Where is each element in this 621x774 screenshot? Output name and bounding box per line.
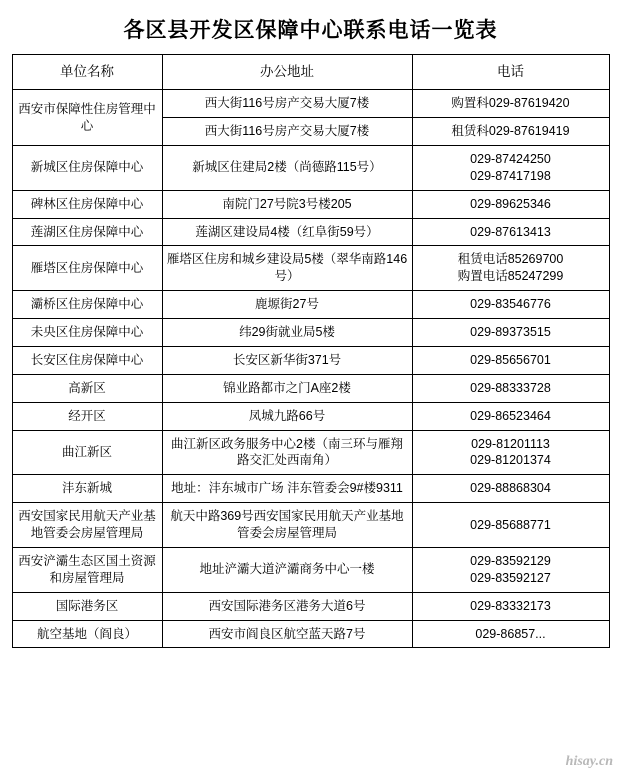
phone-cell: 029-83546776 (412, 291, 609, 319)
table-row (12, 218, 609, 246)
watermark-text: hisay.cn (565, 754, 613, 769)
phone-cell: 029-89373515 (412, 319, 609, 347)
unit-name-cell: 西安浐灞生态区国土资源和房屋管理局 (12, 547, 162, 592)
table-row (12, 246, 609, 291)
table-row (12, 547, 609, 592)
office-address-cell: 雁塔区住房和城乡建设局5楼（翠华南路146号） (162, 246, 412, 291)
table-row (12, 374, 609, 402)
watermark (566, 754, 613, 770)
phone-cell: 029-89625346 (412, 190, 609, 218)
phone-cell: 029-81201113 029-81201374 (412, 430, 609, 475)
table-row (12, 503, 609, 548)
column-header-2: 办公地址 (162, 55, 412, 90)
table-row (12, 346, 609, 374)
unit-name-cell: 莲湖区住房保障中心 (12, 218, 162, 246)
unit-name-cell: 碑林区住房保障中心 (12, 190, 162, 218)
unit-name-cell: 灞桥区住房保障中心 (12, 291, 162, 319)
office-address-cell: 西安市阎良区航空蓝天路7号 (162, 620, 412, 648)
unit-name-cell: 经开区 (12, 402, 162, 430)
column-header-3: 电话 (412, 55, 609, 90)
unit-name-cell: 未央区住房保障中心 (12, 319, 162, 347)
page-title: 各区县开发区保障中心联系电话一览表 (123, 18, 498, 42)
unit-name-cell: 曲江新区 (12, 430, 162, 475)
office-address-cell: 西安国际港务区港务大道6号 (162, 592, 412, 620)
table-row (12, 430, 609, 475)
office-address-cell: 莲湖区建设局4楼（红阜街59号） (162, 218, 412, 246)
office-address-cell: 凤城九路66号 (162, 402, 412, 430)
unit-name-cell: 国际港务区 (12, 592, 162, 620)
table-header-row (12, 55, 609, 90)
contact-table (12, 54, 610, 648)
office-address-cell: 地址浐灞大道浐灞商务中心一楼 (162, 547, 412, 592)
unit-name-cell: 沣东新城 (12, 475, 162, 503)
unit-name-cell: 西安市保障性住房管理中心 (12, 90, 162, 146)
office-address-cell: 鹿塬街27号 (162, 291, 412, 319)
table-row (12, 319, 609, 347)
phone-cell: 029-87424250 029-87417198 (412, 145, 609, 190)
unit-name-cell: 航空基地（阎良） (12, 620, 162, 648)
phone-cell: 029-85656701 (412, 346, 609, 374)
phone-cell: 租赁科029-87619419 (412, 118, 609, 146)
phone-cell: 029-88868304 (412, 475, 609, 503)
phone-cell: 029-85688771 (412, 503, 609, 548)
phone-cell: 租赁电话85269700 购置电话85247299 (412, 246, 609, 291)
office-address-cell: 锦业路都市之门A座2楼 (162, 374, 412, 402)
phone-cell: 029-88333728 (412, 374, 609, 402)
phone-cell: 029-86523464 (412, 402, 609, 430)
unit-name-cell: 西安国家民用航天产业基地管委会房屋管理局 (12, 503, 162, 548)
table-row (12, 592, 609, 620)
office-address-cell: 地址：沣东城市广场 沣东管委会9#楼9311 (162, 475, 412, 503)
table-row (12, 620, 609, 648)
phone-cell: 029-87613413 (412, 218, 609, 246)
unit-name-cell: 雁塔区住房保障中心 (12, 246, 162, 291)
table-row (12, 291, 609, 319)
table-row (12, 402, 609, 430)
column-header-1: 单位名称 (12, 55, 162, 90)
office-address-cell: 航天中路369号西安国家民用航天产业基地管委会房屋管理局 (162, 503, 412, 548)
office-address-cell: 曲江新区政务服务中心2楼（南三环与雁翔路交汇处西南角） (162, 430, 412, 475)
phone-cell: 029-83332173 (412, 592, 609, 620)
office-address-cell: 长安区新华街371号 (162, 346, 412, 374)
phone-cell: 029-83592129 029-83592127 (412, 547, 609, 592)
office-address-cell: 西大街116号房产交易大厦7楼 (162, 90, 412, 118)
unit-name-cell: 新城区住房保障中心 (12, 145, 162, 190)
table-row (12, 145, 609, 190)
phone-cell: 029-86857... (412, 620, 609, 648)
table-row (12, 190, 609, 218)
office-address-cell: 西大街116号房产交易大厦7楼 (162, 118, 412, 146)
unit-name-cell: 长安区住房保障中心 (12, 346, 162, 374)
unit-name-cell: 高新区 (12, 374, 162, 402)
office-address-cell: 新城区住建局2楼（尚德路115号） (162, 145, 412, 190)
office-address-cell: 南院门27号院3号楼205 (162, 190, 412, 218)
table-row (12, 90, 609, 118)
table-row (12, 475, 609, 503)
office-address-cell: 纬29街就业局5楼 (162, 319, 412, 347)
phone-cell: 购置科029-87619420 (412, 90, 609, 118)
